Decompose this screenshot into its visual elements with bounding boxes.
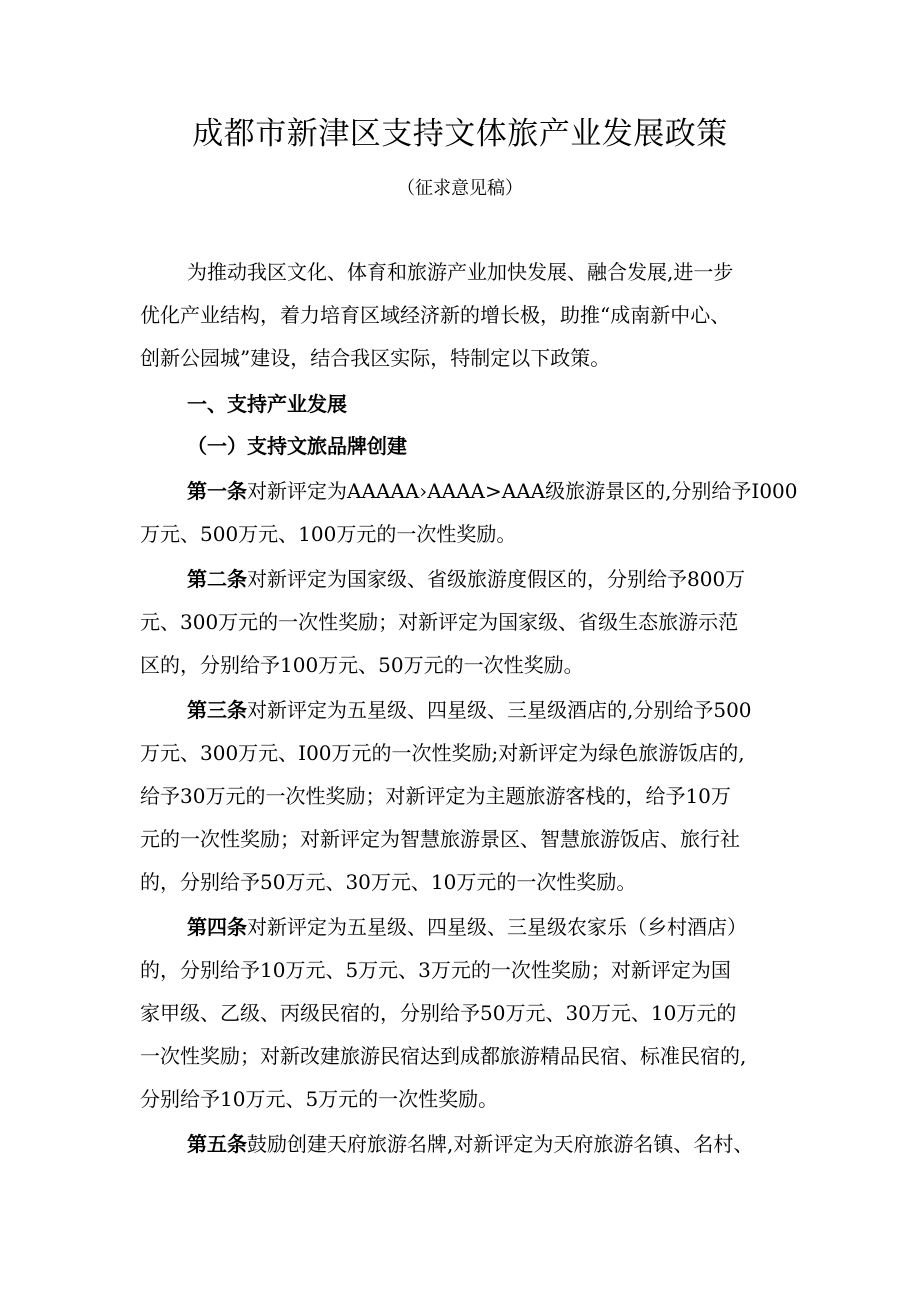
article-line: 区的，分别给予100万元、50万元的一次性奖励。 [140, 653, 584, 677]
article-text: 鼓励创建天府旅游名牌,对新评定为天府旅游名镇、名村、 [247, 1132, 754, 1156]
article-line: 给予30万元的一次性奖励；对新评定为主题旅游客栈的，给予10万 [140, 784, 731, 808]
article-line: 分别给予10万元、5万元的一次性奖励。 [140, 1087, 499, 1111]
article-line [187, 696, 752, 724]
subsection-heading: （一）支持文旅品牌创建 [187, 434, 407, 458]
article-line [187, 1130, 753, 1158]
article-line [187, 913, 747, 941]
article-text: 对新评定为五星级、四星级、三星级酒店的,分别给予500 [247, 698, 752, 722]
intro-line: 为推动我区文化、体育和旅游产业加快发展、融合发展,进一步 [187, 260, 734, 284]
article-label: 第一条 [187, 479, 247, 503]
document-title: 成都市新津区支持文体旅产业发展政策 [192, 116, 728, 152]
article-line: 家甲级、乙级、丙级民宿的，分别给予50万元、30万元、10万元的 [140, 1001, 737, 1025]
article-text: 对新评定为国家级、省级旅游度假区的，分别给予800万 [247, 567, 746, 591]
article-line: 元的一次性奖励；对新评定为智慧旅游景区、智慧旅游饭店、旅行社 [140, 827, 740, 851]
article-line: 元、300万元的一次性奖励；对新评定为国家级、省级生态旅游示范 [140, 610, 739, 634]
article-line: 的，分别给予50万元、30万元、10万元的一次性奖励。 [140, 870, 637, 894]
intro-line: 优化产业结构，着力培育区域经济新的增长极，助推“成南新中心、 [140, 303, 731, 327]
article-line: 万元、500万元、100万元的一次性奖励。 [140, 522, 517, 546]
article-line [187, 477, 798, 505]
article-line: 的，分别给予10万元、5万元、3万元的一次性奖励；对新评定为国 [140, 958, 731, 982]
document-subtitle: （征求意见稿） [397, 178, 523, 199]
intro-line: 创新公园城”建设，结合我区实际，特制定以下政策。 [140, 346, 611, 370]
article-label: 第五条 [187, 1132, 247, 1156]
section-heading: 一、支持产业发展 [187, 392, 347, 416]
article-label: 第二条 [187, 567, 247, 591]
article-label: 第四条 [187, 915, 247, 939]
article-line: 万元、300万元、I00万元的一次性奖励;对新评定为绿色旅游饭店的, [140, 741, 745, 765]
article-label: 第三条 [187, 698, 247, 722]
article-line [187, 565, 745, 593]
article-text: 对新评定为五星级、四星级、三星级农家乐（乡村酒店） [247, 915, 747, 939]
article-text: 对新评定为AAAAA›AAAA>AAA级旅游景区的,分别给予I000 [247, 479, 798, 503]
article-line: 一次性奖励；对新改建旅游民宿达到成都旅游精品民宿、标准民宿的, [140, 1044, 747, 1068]
